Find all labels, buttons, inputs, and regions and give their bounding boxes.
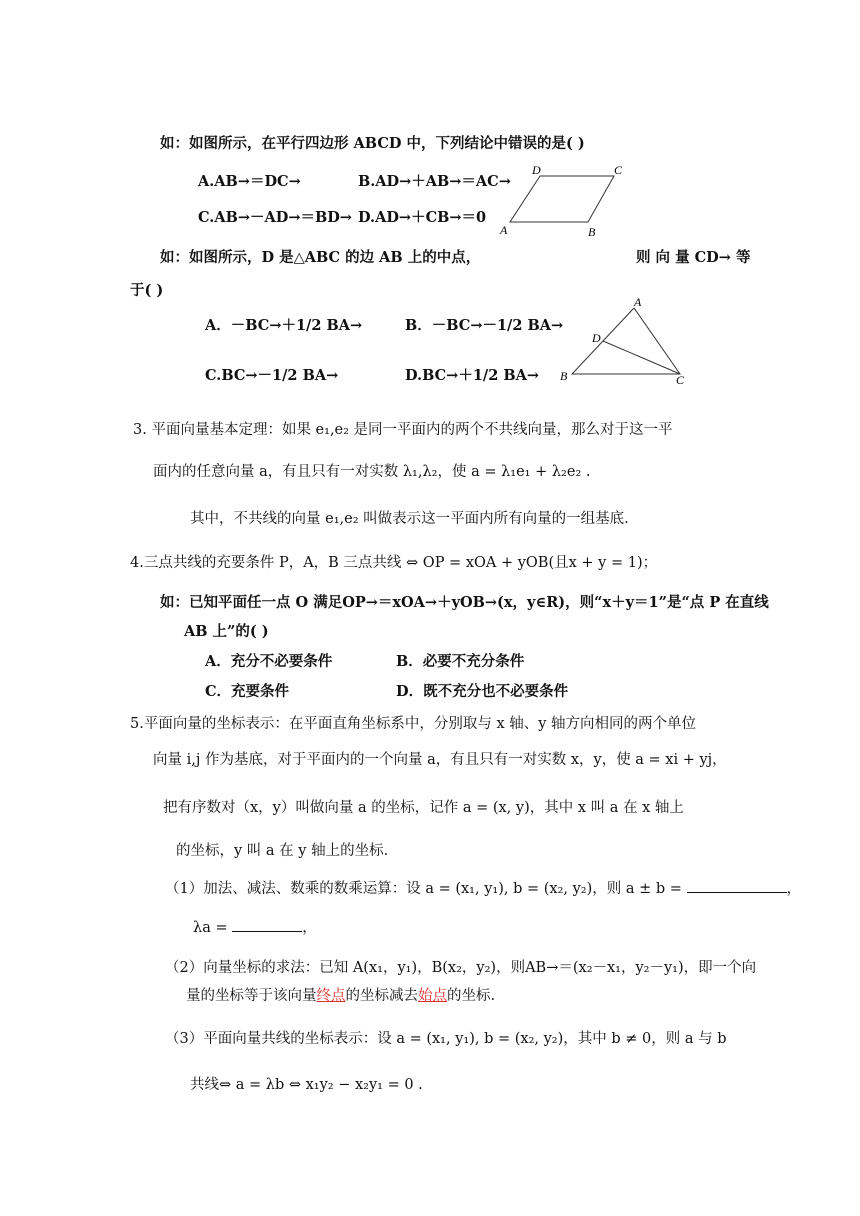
- answer-blank-2[interactable]: [232, 917, 302, 932]
- q2-stem: 如：如图所示，D 是△ABC 的边 AB 上的中点，: [160, 249, 481, 266]
- s4-question-line1: 如：已知平面任一点 O 满足OP→＝xOA→＋yOB→(x，y∈R)，则“x＋y＝1”是“点 P 在直线: [160, 594, 769, 611]
- figure-label-a: A: [500, 223, 508, 237]
- answer-blank-1[interactable]: [687, 878, 787, 893]
- q1-option-c: C.AB→－AD→＝BD→: [198, 209, 352, 226]
- s5-part1-text: （1）加法、减法、数乘的数乘运算：设 a = (x₁, y₁), b = (x₂, y₂)，则 a ± b =: [165, 881, 687, 897]
- figure-label-b: B: [588, 225, 596, 238]
- figure-label-d: D: [532, 163, 541, 177]
- s4-option-b: B．必要不充分条件: [396, 653, 525, 670]
- q1-option-b: B.AD→＋AB→＝AC→: [358, 173, 511, 190]
- q2-option-a: A．－BC→＋1/2 BA→: [205, 317, 363, 334]
- highlight-start-point: 始点: [418, 988, 447, 1004]
- s5-line1: 5.平面向量的坐标表示：在平面直角坐标系中，分别取与 x 轴、y 轴方向相同的两个单位: [130, 716, 697, 732]
- s5-part1-line1: （1）加法、减法、数乘的数乘运算：设 a = (x₁, y₁), b = (x₂, y₂)，则 a ± b = ，: [165, 878, 801, 899]
- s5-part2-text-b: 的坐标减去: [345, 988, 418, 1004]
- q2-stem-cont: 于( ): [130, 282, 164, 299]
- q2-option-b: B．－BC→－1/2 BA→: [405, 317, 564, 334]
- triangle-figure: [556, 294, 692, 390]
- s4-line1: 4.三点共线的充要条件 P，A，B 三点共线 ⇔ OP = xOA + yOB(且x + y = 1)；: [130, 555, 658, 571]
- s5-part2-line2: [186, 986, 495, 1006]
- s5-part2-text-c: 的坐标.: [447, 988, 496, 1004]
- figure-label-b: B: [560, 369, 568, 383]
- s3-line2: 面内的任意向量 a，有且只有一对实数 λ₁,λ₂，使 a = λ₁e₁ + λ₂e₂ .: [153, 464, 591, 480]
- s5-part1-line2: λa = ，: [193, 917, 317, 938]
- s5-line4: 的坐标，y 叫 a 在 y 轴上的坐标.: [176, 843, 389, 859]
- s5-part3-line2: 共线⇔ a = λb ⇔ x₁y₂ − x₂y₁ = 0 .: [190, 1077, 423, 1093]
- highlight-end-point: 终点: [316, 988, 346, 1004]
- s4-option-d: D．既不充分也不必要条件: [396, 683, 569, 700]
- figure-label-c: C: [614, 163, 623, 177]
- s3-line3: 其中，不共线的向量 e₁,e₂ 叫做表示这一平面内所有向量的一组基底.: [190, 511, 629, 527]
- figure-label-d: D: [592, 331, 601, 345]
- parallelogram-figure: [498, 162, 628, 238]
- s5-part1-lambda: λa =: [193, 920, 233, 936]
- figure-label-a: A: [634, 295, 642, 309]
- s4-option-a: A．充分不必要条件: [205, 653, 333, 670]
- q1-stem: 如：如图所示，在平行四边形 ABCD 中，下列结论中错误的是( ): [160, 135, 585, 152]
- q2-option-c: C.BC→－1/2 BA→: [205, 367, 339, 384]
- q2-option-d: D.BC→＋1/2 BA→: [405, 367, 539, 384]
- s4-option-c: C．充要条件: [205, 683, 290, 700]
- q1-option-a: A.AB→＝DC→: [198, 173, 301, 190]
- s5-part2-line1: （2）向量坐标的求法：已知 A(x₁，y₁)，B(x₂，y₂)，则AB→＝(x₂－x₁，y₂－y₁)，即一个向: [165, 960, 757, 976]
- q2-stem-right: 则 向 量 CD→ 等: [636, 249, 751, 266]
- s5-part2-text-a: 量的坐标等于该向量: [186, 988, 317, 1004]
- s5-line2: 向量 i,j 作为基底，对于平面内的一个向量 a，有且只有一对实数 x，y，使 a = xi + yj，: [153, 752, 727, 768]
- s3-line1: 3. 平面向量基本定理：如果 e₁,e₂ 是同一平面内的两个不共线向量，那么对于这一平: [133, 422, 673, 438]
- s4-question-line2: AB 上”的( ): [184, 623, 269, 640]
- s5-part3-line1: （3）平面向量共线的坐标表示：设 a = (x₁, y₁), b = (x₂, y₂)，其中 b ≠ 0，则 a 与 b: [165, 1031, 727, 1047]
- q1-option-d: D.AD→＋CB→＝0: [358, 209, 487, 226]
- figure-label-c: C: [676, 373, 685, 387]
- s5-line3: 把有序数对（x，y）叫做向量 a 的坐标，记作 a = (x, y)，其中 x 叫 a 在 x 轴上: [163, 800, 684, 816]
